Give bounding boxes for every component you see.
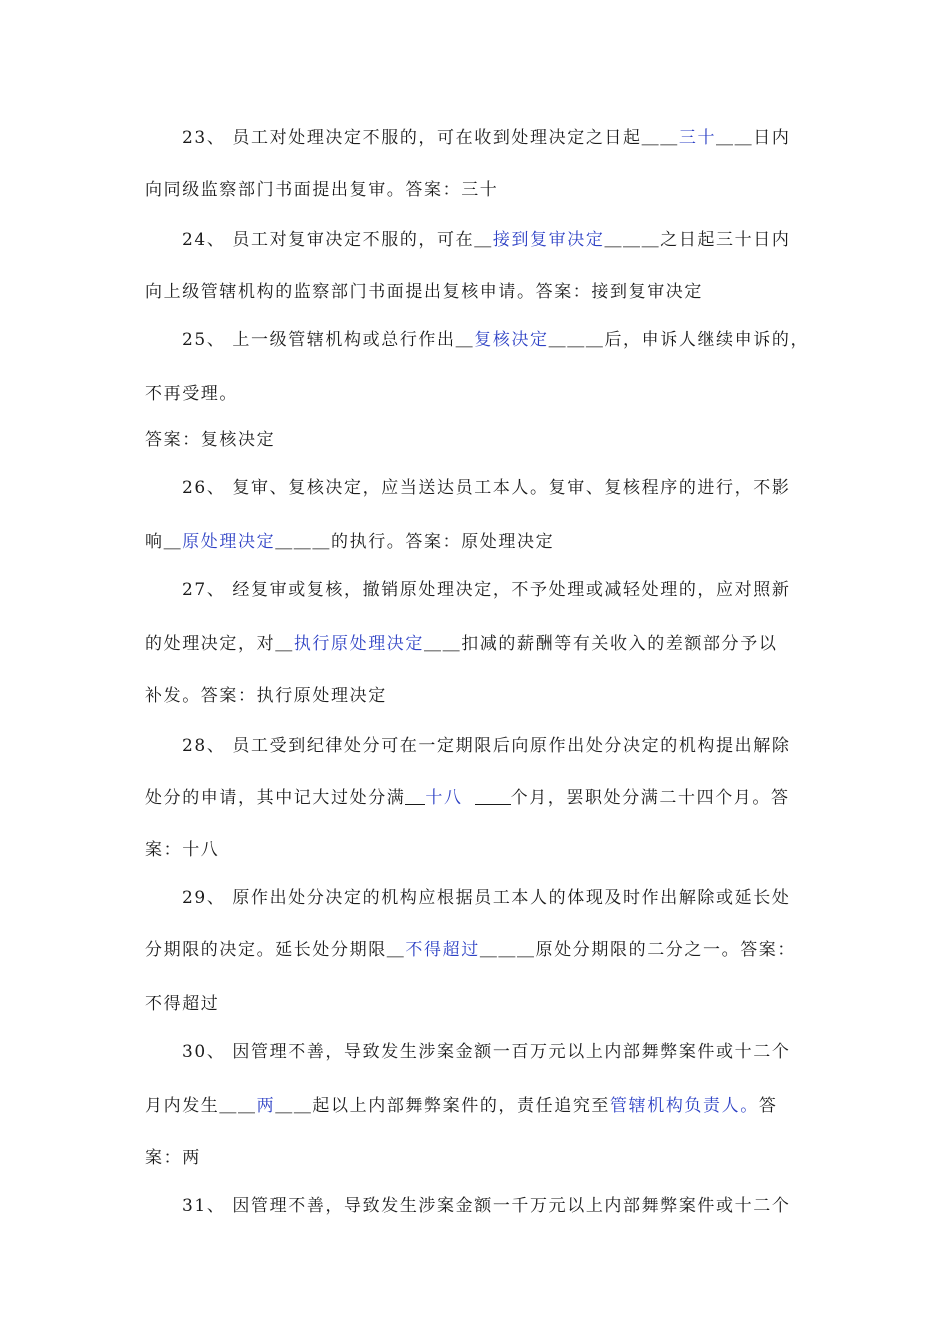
text: 分期限的决定。延长处分期限＿ [145,940,406,960]
answer-fill: 两 [256,1096,276,1116]
text: 月内发生＿＿ [145,1096,257,1116]
text: 向上级管辖机构的监察部门书面提出复核申请。答案：接到复审决定 [145,282,703,302]
question-27-line-1 [182,578,815,602]
text: 答 [758,1096,778,1116]
question-27-line-2 [145,632,815,656]
question-23-line-2 [145,178,815,202]
text: 答案：复核决定 [145,430,276,450]
text: 24、 员工对复审决定不服的，可在＿ [182,230,493,250]
text: 案：两 [145,1148,201,1168]
question-30-line-2 [145,1094,815,1118]
answer-fill: 不得超过 [405,940,480,960]
question-23-line-1 [182,126,815,150]
blank-underline [475,786,511,805]
text: ＿＿日内 [716,128,791,148]
text: 响＿ [145,532,183,552]
text: 30、 因管理不善，导致发生涉案金额一百万元以上内部舞弊案件或十二个 [182,1042,791,1062]
text: ＿＿＿的执行。答案：原处理决定 [275,532,555,552]
text: 案：十八 [145,840,220,860]
answer-fill: 执行原处理决定 [293,634,425,654]
answer-fill: 复核决定 [474,330,549,350]
text: ＿＿＿原处分期限的二分之一。答案： [479,940,797,960]
text: 31、 因管理不善，导致发生涉案金额一千万元以上内部舞弊案件或十二个 [182,1196,791,1216]
question-24-line-2 [145,280,815,304]
text: 28、 员工受到纪律处分可在一定期限后向原作出处分决定的机构提出解除 [182,736,791,756]
text: 不再受理。 [145,384,238,404]
text: ＿＿起以上内部舞弊案件的，责任追究至 [275,1096,611,1116]
question-31-line-1 [182,1194,815,1218]
question-29-line-3 [145,992,815,1016]
question-29-line-2 [145,938,815,962]
question-29-line-1 [182,886,815,910]
text: 补发。答案：执行原处理决定 [145,686,387,706]
answer-fill: 三十 [678,128,717,148]
question-30-line-3 [145,1146,815,1170]
question-25-line-1 [182,328,815,352]
answer-fill: 十八 [425,788,463,808]
question-28-line-3 [145,838,815,862]
text: 处分的申请，其中记大过处分满 [145,788,406,808]
question-28-line-2 [145,786,815,810]
question-27-line-3 [145,684,815,708]
text: 26、 复审、复核决定，应当送达员工本人。复审、复核程序的进行，不影 [182,478,791,498]
question-24-line-1 [182,228,815,252]
question-26-line-2 [145,530,815,554]
question-30-line-1 [182,1040,815,1064]
text: 27、 经复审或复核，撤销原处理决定，不予处理或减轻处理的，应对照新 [182,580,791,600]
question-25-answer [145,428,815,452]
text: 23、 员工对处理决定不服的，可在收到处理决定之日起＿＿ [182,128,679,148]
answer-fill: 接到复审决定 [492,230,605,250]
text: 的处理决定，对＿ [145,634,294,654]
text: 29、 原作出处分决定的机构应根据员工本人的体现及时作出解除或延长处 [182,888,791,908]
text: 不得超过 [145,994,220,1014]
answer-fill: 原处理决定 [182,532,276,552]
text: ＿＿＿后，申诉人继续申诉的， [548,330,810,350]
text: 向同级监察部门书面提出复审。答案：三十 [145,180,499,200]
blank-underline [405,786,425,805]
text: 25、 上一级管辖机构或总行作出＿ [182,330,475,350]
question-25-line-2 [145,382,815,406]
text: ＿＿＿之日起三十日内 [604,230,791,250]
text: 个月，罢职处分满二十四个月。答 [510,788,790,808]
text: ＿＿扣减的薪酬等有关收入的差额部分予以 [424,634,778,654]
question-28-line-1 [182,734,815,758]
question-26-line-1 [182,476,815,500]
answer-fill: 管辖机构负责人。 [610,1096,759,1116]
